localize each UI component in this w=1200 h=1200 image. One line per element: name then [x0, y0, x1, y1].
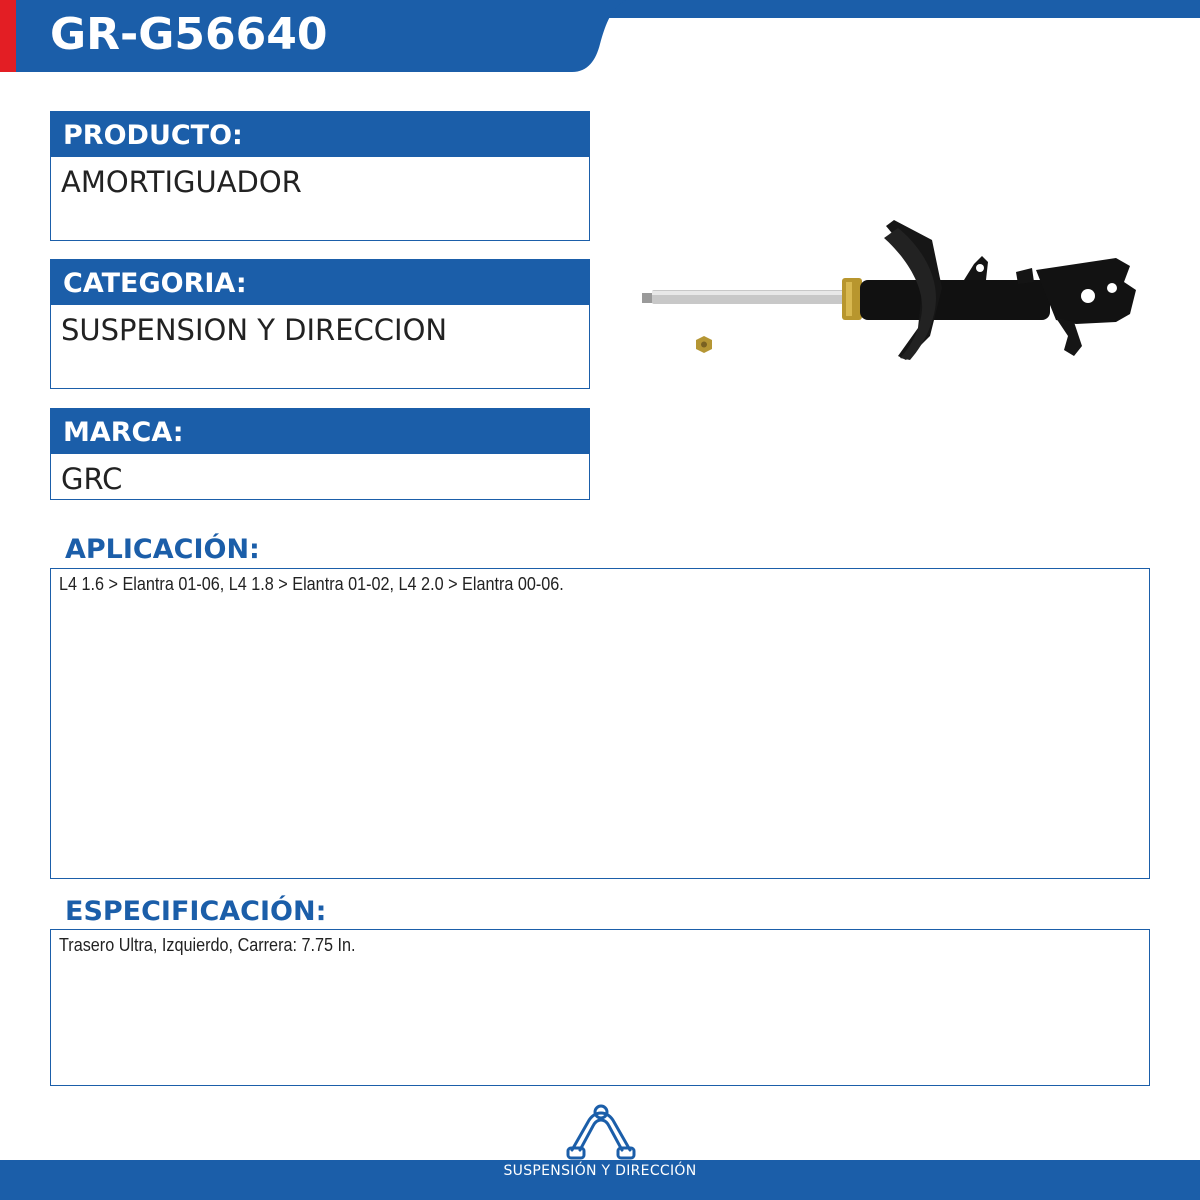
- especificacion-box: [50, 929, 1150, 1086]
- footer-category-label: SUSPENSIÓN Y DIRECCIÓN: [503, 1163, 697, 1179]
- product-sku-title: GR-G56640: [50, 9, 328, 60]
- field-categoria: [50, 259, 590, 389]
- shock-absorber-image: [636, 210, 1140, 370]
- aplicacion-title: APLICACIÓN:: [65, 534, 260, 565]
- control-arm-icon: [566, 1100, 636, 1164]
- aplicacion-box: [50, 568, 1150, 879]
- especificacion-title: ESPECIFICACIÓN:: [65, 896, 327, 927]
- field-marca-value: GRC: [50, 454, 590, 500]
- field-marca: [50, 408, 590, 500]
- field-marca-label: MARCA:: [50, 408, 590, 454]
- field-categoria-label: CATEGORIA:: [50, 259, 590, 305]
- aplicacion-text: L4 1.6 > Elantra 01-06, L4 1.8 > Elantra 01-02, L4 2.0 > Elantra 00-06.: [59, 574, 564, 594]
- field-producto-value: AMORTIGUADOR: [50, 157, 590, 241]
- especificacion-text: Trasero Ultra, Izquierdo, Carrera: 7.75 In.: [59, 935, 356, 955]
- field-producto-label: PRODUCTO:: [50, 111, 590, 157]
- field-categoria-value: SUSPENSION Y DIRECCION: [50, 305, 590, 389]
- field-producto: [50, 111, 590, 241]
